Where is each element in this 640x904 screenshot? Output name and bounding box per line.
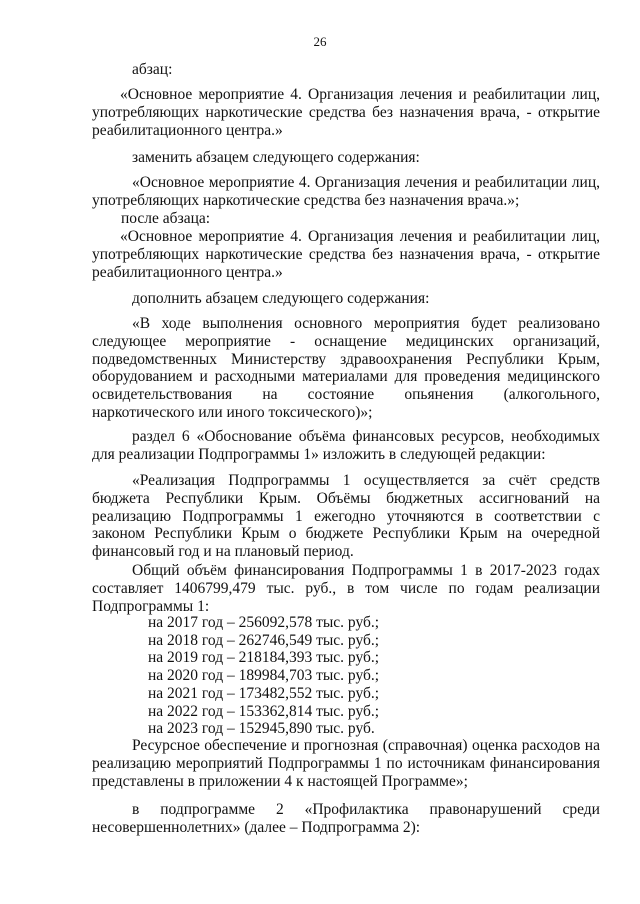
- paragraph-subprogram-2: [132, 801, 600, 819]
- word: подпрограмме: [160, 801, 256, 818]
- paragraph-quote-original: «Основное мероприятие 4. Организация лечения и реабилитации лиц, употребляющих наркотические средства без назначения врача, - открытие реабилитационного центра.»: [92, 86, 600, 139]
- paragraph-quote-after: «Основное мероприятие 4. Организация лечения и реабилитации лиц, употребляющих наркотические средства без назначения врача, - открытие реабилитационного центра.»: [92, 228, 600, 281]
- funding-year-item: на 2020 год – 189984,703 тыс. руб.;: [148, 667, 380, 685]
- subprogram-2-line-1: [132, 801, 600, 819]
- paragraph-resource-provision: Ресурсное обеспечение и прогнозная (справочная) оценка расходов на реализацию мероприятий Подпрограммы 1 по источникам финансирования представлены в приложении 4 к настоящей Программе»;: [92, 737, 600, 790]
- paragraph-total-funding: Общий объём финансирования Подпрограммы 1 в 2017-2023 годах составляет 1406799,479 тыс. руб., в том числе по годам реализации Подпрограммы 1:: [92, 562, 600, 615]
- paragraph-after: после абзаца:: [121, 210, 211, 227]
- paragraph-replace: заменить абзацем следующего содержания:: [132, 149, 420, 166]
- funding-year-item: на 2023 год – 152945,890 тыс. руб.: [148, 720, 375, 738]
- paragraph-add: дополнить абзацем следующего содержания:: [132, 290, 430, 307]
- funding-year-item: на 2022 год – 153362,814 тыс. руб.;: [148, 702, 380, 720]
- funding-year-item: на 2019 год – 218184,393 тыс. руб.;: [148, 649, 380, 667]
- paragraph-implementation: «Реализация Подпрограммы 1 осуществляется за счёт средств бюджета Республики Крым. Объёмы бюджетных ассигнований на реализацию Подпрограммы 1 ежегодно уточняются в соответствии с законом Республики Крым о бюджете Республики Крым на очередной финансовый год и на плановый период.: [92, 472, 600, 561]
- funding-year-item: на 2021 год – 173482,552 тыс. руб.;: [148, 684, 380, 702]
- paragraph-abzac: абзац:: [132, 61, 173, 78]
- word: в: [132, 801, 140, 818]
- paragraph-section-6: раздел 6 «Обоснование объёма финансовых ресурсов, необходимых для реализации Подпрограммы 1» изложить в следующей редакции:: [92, 428, 600, 463]
- funding-year-item: на 2017 год – 256092,578 тыс. руб.;: [148, 614, 380, 631]
- funding-list: [148, 614, 379, 738]
- subprogram-2-line-2: несовершеннолетних» (далее – Подпрограмма 2):: [92, 819, 421, 836]
- paragraph-quote-replacement: «Основное мероприятие 4. Организация лечения и реабилитации лиц, употребляющих наркотические средства без назначения врача.»;: [92, 174, 600, 209]
- funding-year-item: на 2018 год – 262746,549 тыс. руб.;: [148, 631, 380, 649]
- word: среди: [562, 801, 600, 818]
- word: «Профилактика: [304, 801, 409, 818]
- word: правонарушений: [429, 801, 542, 818]
- word: 2: [275, 801, 284, 818]
- page-number: 26: [313, 34, 327, 49]
- paragraph-quote-added: «В ходе выполнения основного мероприятия будет реализовано следующее мероприятие - оснащение медицинских организаций, подведомственных Министерству здравоохранения Республики Крым, оборудованием и расходными материалами для проведения медицинского освидетельствования на состояние опьянения (алкогольного, наркотического или иного токсического)»;: [92, 315, 600, 421]
